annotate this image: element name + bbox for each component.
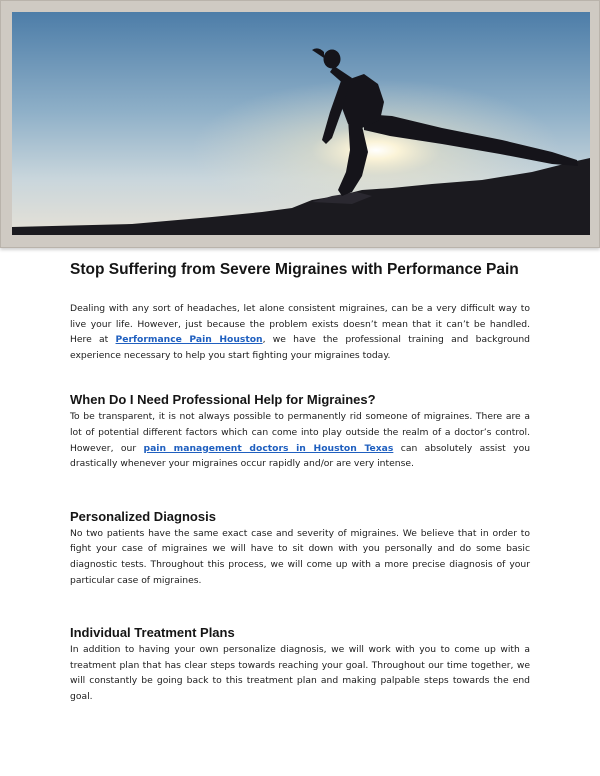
section-professional-help xyxy=(70,392,530,471)
section-text-2: can absolutely assist you drastically whenever your migraines occur rapidly and/or are very intense. xyxy=(70,442,531,470)
hero-image-frame xyxy=(0,0,600,248)
section-heading: Personalized Diagnosis xyxy=(70,508,216,524)
section-heading: When Do I Need Professional Help for Migraines? xyxy=(70,392,376,408)
performance-pain-houston-link[interactable]: Performance Pain Houston xyxy=(115,334,263,346)
section-personalized-diagnosis xyxy=(70,509,530,588)
section-text-1: To be transparent, it is not always possible to permanently rid someone of migraines. There are a lot of potential different factors which can come into play outside the realm of a doctor’s control. However, our xyxy=(70,411,530,454)
section-individual-treatment-plans xyxy=(70,625,530,704)
intro-text-1: Dealing with any sort of headaches, let alone consistent migraines, can be a very difficult way to live your life. However, just because the problem exists doesn’t mean that it can’t be handled. Here at xyxy=(70,303,530,346)
intro-paragraph xyxy=(70,301,530,363)
hero-photo xyxy=(12,12,590,235)
page-title: Stop Suffering from Severe Migraines with Performance Pain xyxy=(70,261,519,278)
pain-management-doctors-link[interactable]: pain management doctors in Houston Texas xyxy=(143,442,394,454)
intro-text-2: , we have the professional training and background experience necessary to help you start fighting your migraines today. xyxy=(70,334,530,361)
section-paragraph xyxy=(70,409,530,471)
section-paragraph: In addition to having your own personalize diagnosis, we will work with you to come up with a treatment plan that has clear steps towards reaching your goal. Throughout our time together, we will constantly be going back to this treatment plan and making palpable steps towards the end goal. xyxy=(70,644,530,702)
article-content xyxy=(70,260,530,742)
section-paragraph: No two patients have the same exact case and severity of migraines. We believe that in order to fight your case of migraines we will have to sit down with you personally and do some basic diagnostic tests. Throughout this process, we will come up with a more precise diagnosis of your particular case of migraines. xyxy=(70,527,530,586)
hero-silhouette-image xyxy=(12,12,590,235)
section-heading: Individual Treatment Plans xyxy=(70,625,235,641)
